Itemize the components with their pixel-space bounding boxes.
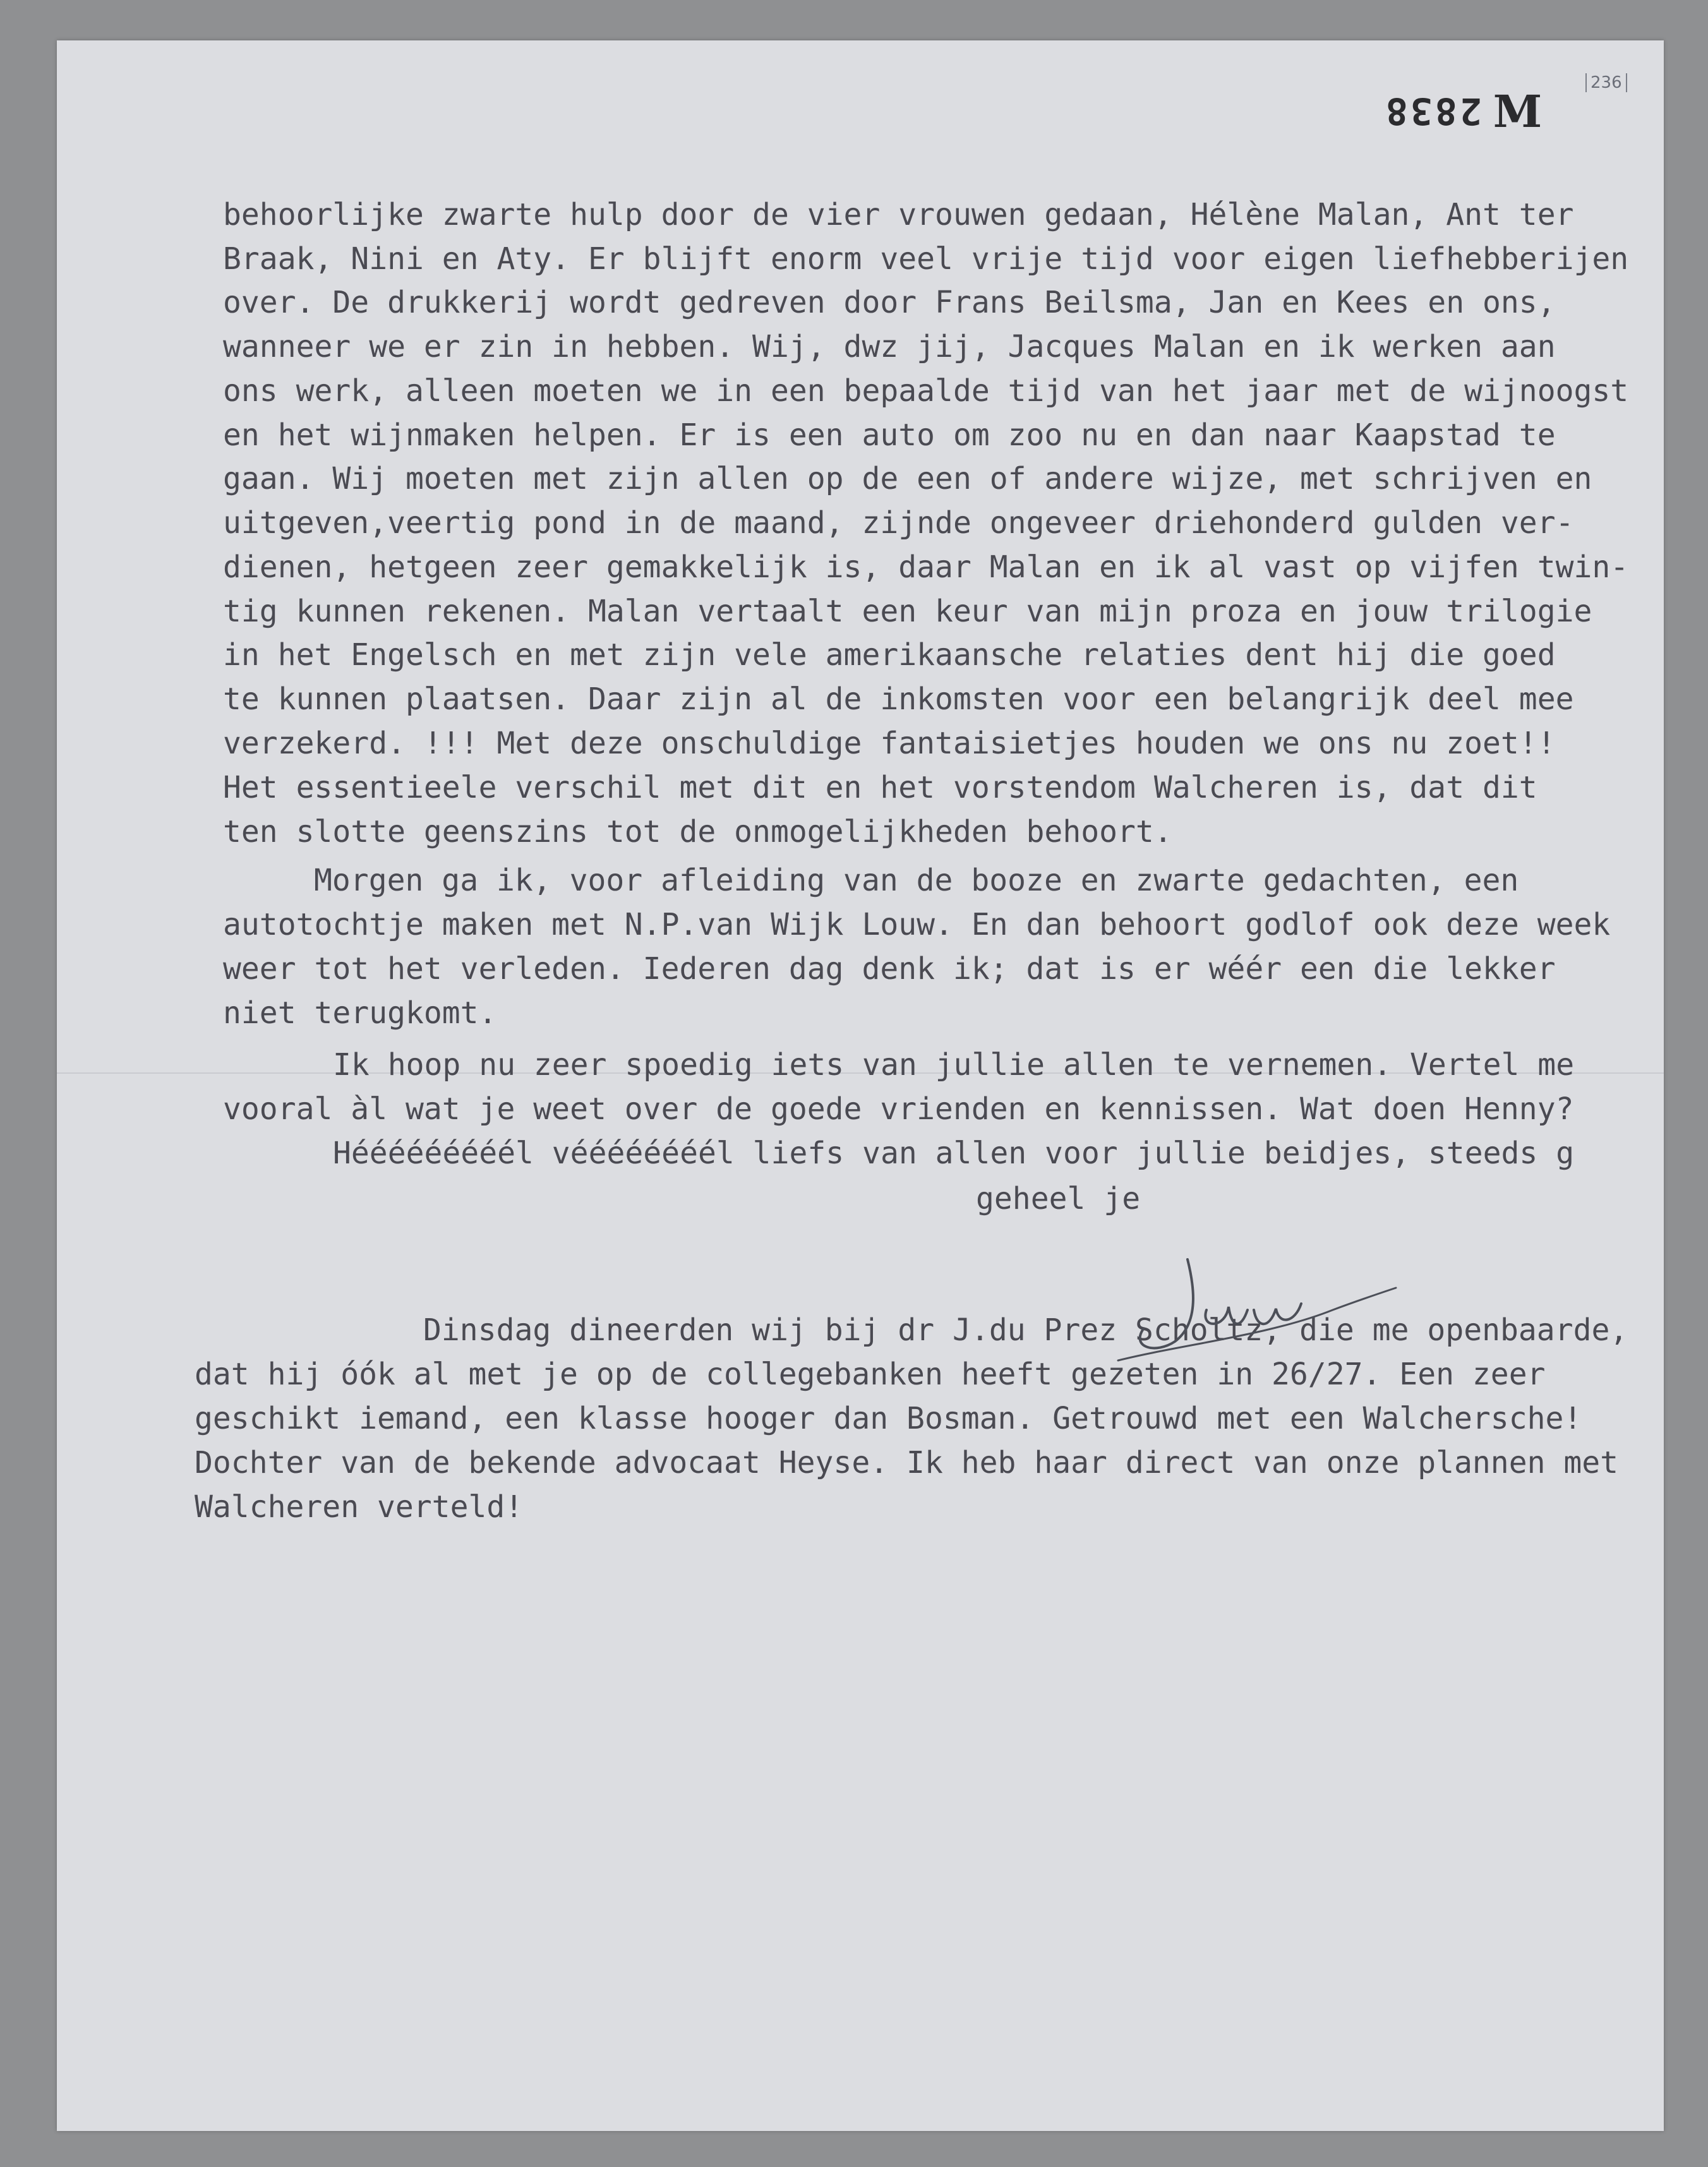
letter-line: gaan. Wij moeten met zijn allen op de een of andere wijze, met schrijven en [223,461,1592,496]
postscript-line: dat hij óók al met je op de collegebanken heeft gezeten in 26/27. Een zeer [195,1357,1546,1392]
letter-body [57,40,1664,1525]
letter-line: en het wijnmaken helpen. Er is een auto om zoo nu en dan naar Kaapstad te [223,417,1556,453]
letter-line: Hééééééééél véééééééél liefs van allen voor jullie beidjes, steeds g [333,1136,1575,1171]
postscript-line: Walcheren verteld! [195,1489,524,1525]
postscript-line: Dinsdag dineerden wij bij dr J.du Prez Scholtz, die me openbaarde, [423,1312,1628,1348]
postscript-line: Dochter van de bekende advocaat Heyse. Ik heb haar direct van onze plannen met [195,1445,1619,1480]
letter-line: uitgeven,veertig pond in de maand, zijnde ongeveer driehonderd gulden ver- [223,505,1574,541]
closing-line: geheel je [976,1181,1141,1216]
handwritten-signature [1105,1234,1409,1379]
letter-line: dienen, hetgeen zeer gemakkelijk is, daar Malan en ik al vast op vijfen twin- [223,549,1629,585]
letter-line: Ik hoop nu zeer spoedig iets van jullie allen te vernemen. Vertel me [333,1047,1575,1083]
letter-line: vooral àl wat je weet over de goede vrienden en kennissen. Wat doen Henny? [223,1091,1574,1127]
signature-icon [1105,1234,1409,1379]
postscript-line: geschikt iemand, een klasse hooger dan Bosman. Getrouwd met een Walchersche! [195,1401,1582,1436]
letter-line: ten slotte geenszins tot de onmogelijkheden behoort. [223,814,1172,849]
letter-line: autotochtje maken met N.P.van Wijk Louw. En dan behoort godlof ook deze week [223,907,1611,942]
letter-line: ons werk, alleen moeten we in een bepaalde tijd van het jaar met de wijnoogst [223,373,1629,409]
letter-sheet [57,40,1664,2131]
letter-line: niet terugkomt. [223,995,497,1031]
letter-line: te kunnen plaatsen. Daar zijn al de inkomsten voor een belangrijk deel mee [223,681,1574,717]
letter-line: wanneer we er zin in hebben. Wij, dwz jij, Jacques Malan en ik werken aan [223,329,1556,364]
letter-line: Morgen ga ik, voor afleiding van de booze en zwarte gedachten, een [314,863,1519,898]
archive-reference: 236 [1585,73,1627,92]
stamp-number: 2838 [1383,90,1482,133]
letter-line: Braak, Nini en Aty. Er blijft enorm veel vrije tijd voor eigen liefhebberijen [223,241,1629,277]
letter-line: in het Engelsch en met zijn vele amerikaansche relaties dent hij die goed [223,637,1556,673]
letter-line: verzekerd. !!! Met deze onschuldige fantaisietjes houden we ons nu zoet!! [223,726,1556,761]
letter-line: behoorlijke zwarte hulp door de vier vrouwen gedaan, Hélène Malan, Ant ter [223,197,1574,232]
letter-line: tig kunnen rekenen. Malan vertaalt een keur van mijn proza en jouw trilogie [223,594,1592,629]
letter-line: Het essentieele verschil met dit en het vorstendom Walcheren is, dat dit [223,770,1537,805]
letter-line: over. De drukkerij wordt gedreven door Frans Beilsma, Jan en Kees en ons, [223,285,1556,320]
letter-line: weer tot het verleden. Iederen dag denk ik; dat is er wéér een die lekker [223,951,1556,987]
stamp-logo: M [1493,85,1543,138]
